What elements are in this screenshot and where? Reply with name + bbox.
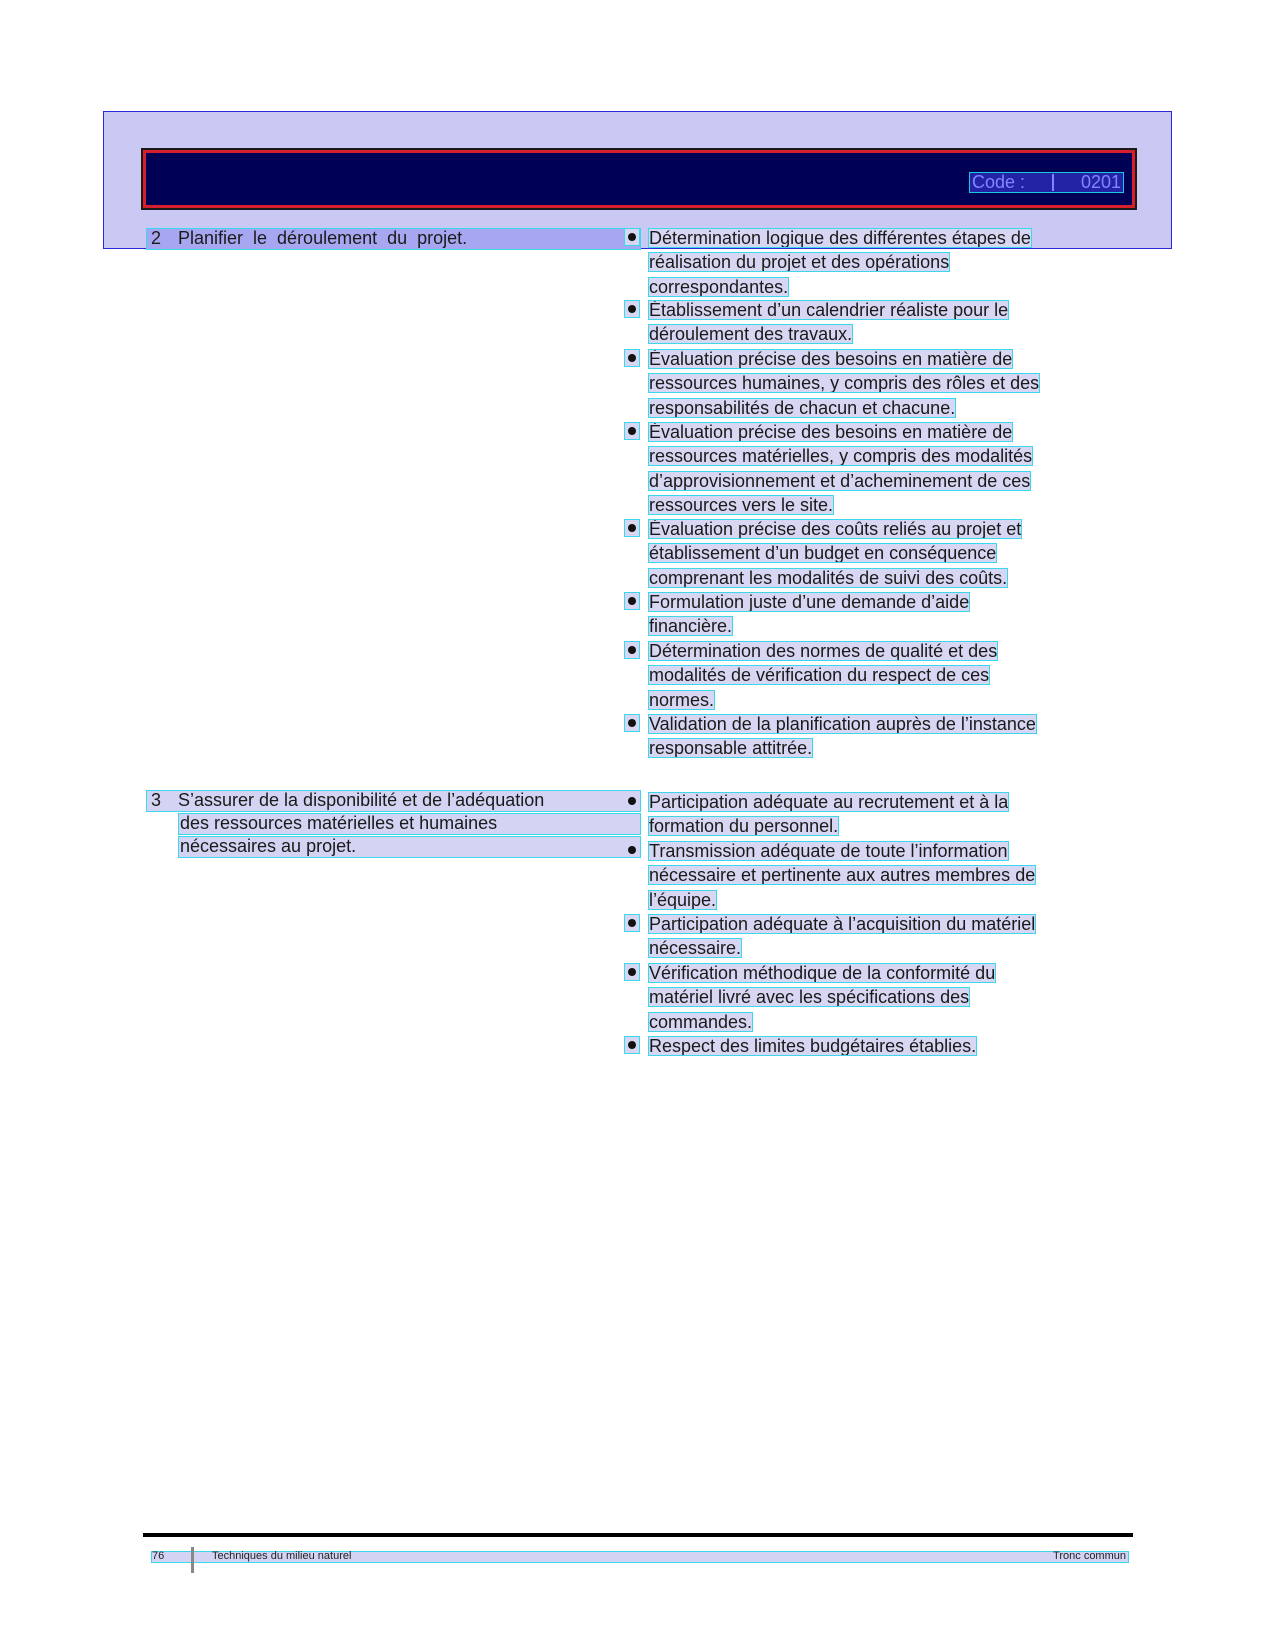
- criterion-line: Détermination logique des différentes étapes de: [649, 228, 1031, 248]
- criterion-line: Transmission adéquate de toute l’information: [649, 841, 1008, 861]
- criterion-line: commandes.: [649, 1011, 753, 1032]
- course-code-box: [969, 172, 1124, 193]
- footer: [151, 1551, 1129, 1563]
- criterion-line: l’équipe.: [649, 889, 717, 910]
- criterion-line: formation du personnel.: [649, 816, 839, 837]
- bullet-icon: [628, 846, 636, 854]
- criterion: [648, 590, 1126, 639]
- criterion-line: financière.: [649, 616, 733, 637]
- page-number: 76: [152, 1550, 165, 1562]
- criterion: [648, 790, 1126, 839]
- code-label: Code :: [972, 172, 1026, 192]
- criterion-line: Évaluation précise des besoins en matière de: [649, 422, 1013, 442]
- bullet-icon: [628, 968, 636, 976]
- bullet-icon: [628, 354, 636, 362]
- criterion-line: Validation de la planification auprès de l’instance: [649, 714, 1036, 734]
- competency-3-number: 3: [151, 790, 162, 810]
- footer-separator: [191, 1547, 194, 1573]
- footer-program: Techniques du milieu naturel: [212, 1550, 352, 1562]
- criterion: [648, 961, 1126, 1034]
- criterion: [648, 1034, 1126, 1058]
- bullet-icon: [628, 597, 636, 605]
- bullet-icon: [628, 646, 636, 654]
- criterion: [648, 912, 1126, 961]
- criterion: [648, 517, 1126, 590]
- criterion: [648, 712, 1126, 761]
- criterion-line: d’approvisionnement et d’acheminement de ces: [649, 470, 1031, 491]
- competency-3-statement-line-2: des ressources matérielles et humaines: [180, 813, 498, 833]
- criterion-line: nécessaire et pertinente aux autres membres de: [649, 865, 1036, 886]
- criterion-line: Participation adéquate au recrutement et à la: [649, 792, 1009, 812]
- criterion-line: Vérification méthodique de la conformité du: [649, 963, 996, 983]
- bullet-icon: [628, 1041, 636, 1049]
- criterion-line: comprenant les modalités de suivi des coûts.: [649, 567, 1008, 588]
- bullet-icon: [628, 524, 636, 532]
- bullet-icon: [628, 919, 636, 927]
- bullet-icon: [628, 305, 636, 313]
- bullet-icon: [628, 427, 636, 435]
- criterion-line: ressources humaines, y compris des rôles et des: [649, 373, 1040, 394]
- criterion-line: réalisation du projet et des opérations: [649, 252, 950, 273]
- bullet-icon: [628, 233, 636, 241]
- criterion: [648, 639, 1126, 712]
- criterion-line: nécessaire.: [649, 938, 742, 959]
- criterion-line: Respect des limites budgétaires établies.: [649, 1036, 977, 1056]
- bullet-icon: [628, 719, 636, 727]
- bullet-icon: [628, 797, 636, 805]
- criterion-line: Participation adéquate à l’acquisition du matériel: [649, 914, 1036, 934]
- competency-3-statement-line-3: nécessaires au projet.: [180, 836, 357, 856]
- criterion: [648, 298, 1126, 347]
- footer-rule: [143, 1533, 1133, 1537]
- criterion-line: Établissement d’un calendrier réaliste pour le: [649, 300, 1009, 320]
- criterion-line: Évaluation précise des coûts reliés au projet et: [649, 519, 1022, 539]
- criterion-line: modalités de vérification du respect de ces: [649, 665, 990, 686]
- criterion: [648, 420, 1126, 517]
- criterion: [648, 226, 1126, 299]
- criterion-line: matériel livré avec les spécifications des: [649, 987, 970, 1008]
- criterion-line: ressources matérielles, y compris des modalités: [649, 446, 1033, 467]
- criterion-line: Détermination des normes de qualité et des: [649, 641, 998, 661]
- criterion-line: responsabilités de chacun et chacune.: [649, 397, 956, 418]
- footer-section: Tronc commun: [1053, 1550, 1126, 1562]
- criterion: [648, 347, 1126, 420]
- criterion-line: Formulation juste d’une demande d’aide: [649, 592, 970, 612]
- criterion: [648, 839, 1126, 912]
- criterion-line: correspondantes.: [649, 276, 789, 297]
- criterion-line: Évaluation précise des besoins en matière de: [649, 349, 1013, 369]
- code-value: 0201: [1080, 172, 1121, 192]
- code-separator: [1052, 174, 1054, 191]
- criterion-line: établissement d’un budget en conséquence: [649, 543, 997, 564]
- competency-2-statement: Planifier le déroulement du projet.: [178, 228, 468, 248]
- competency-2-number: 2: [151, 228, 162, 248]
- criterion-line: normes.: [649, 689, 715, 710]
- criterion-line: ressources vers le site.: [649, 494, 834, 515]
- criterion-line: responsable attitrée.: [649, 738, 813, 759]
- header-bar: [143, 150, 1135, 208]
- criterion-line: déroulement des travaux.: [649, 324, 853, 345]
- competency-3-statement-line-1: S’assurer de la disponibilité et de l’adéquation: [178, 790, 545, 810]
